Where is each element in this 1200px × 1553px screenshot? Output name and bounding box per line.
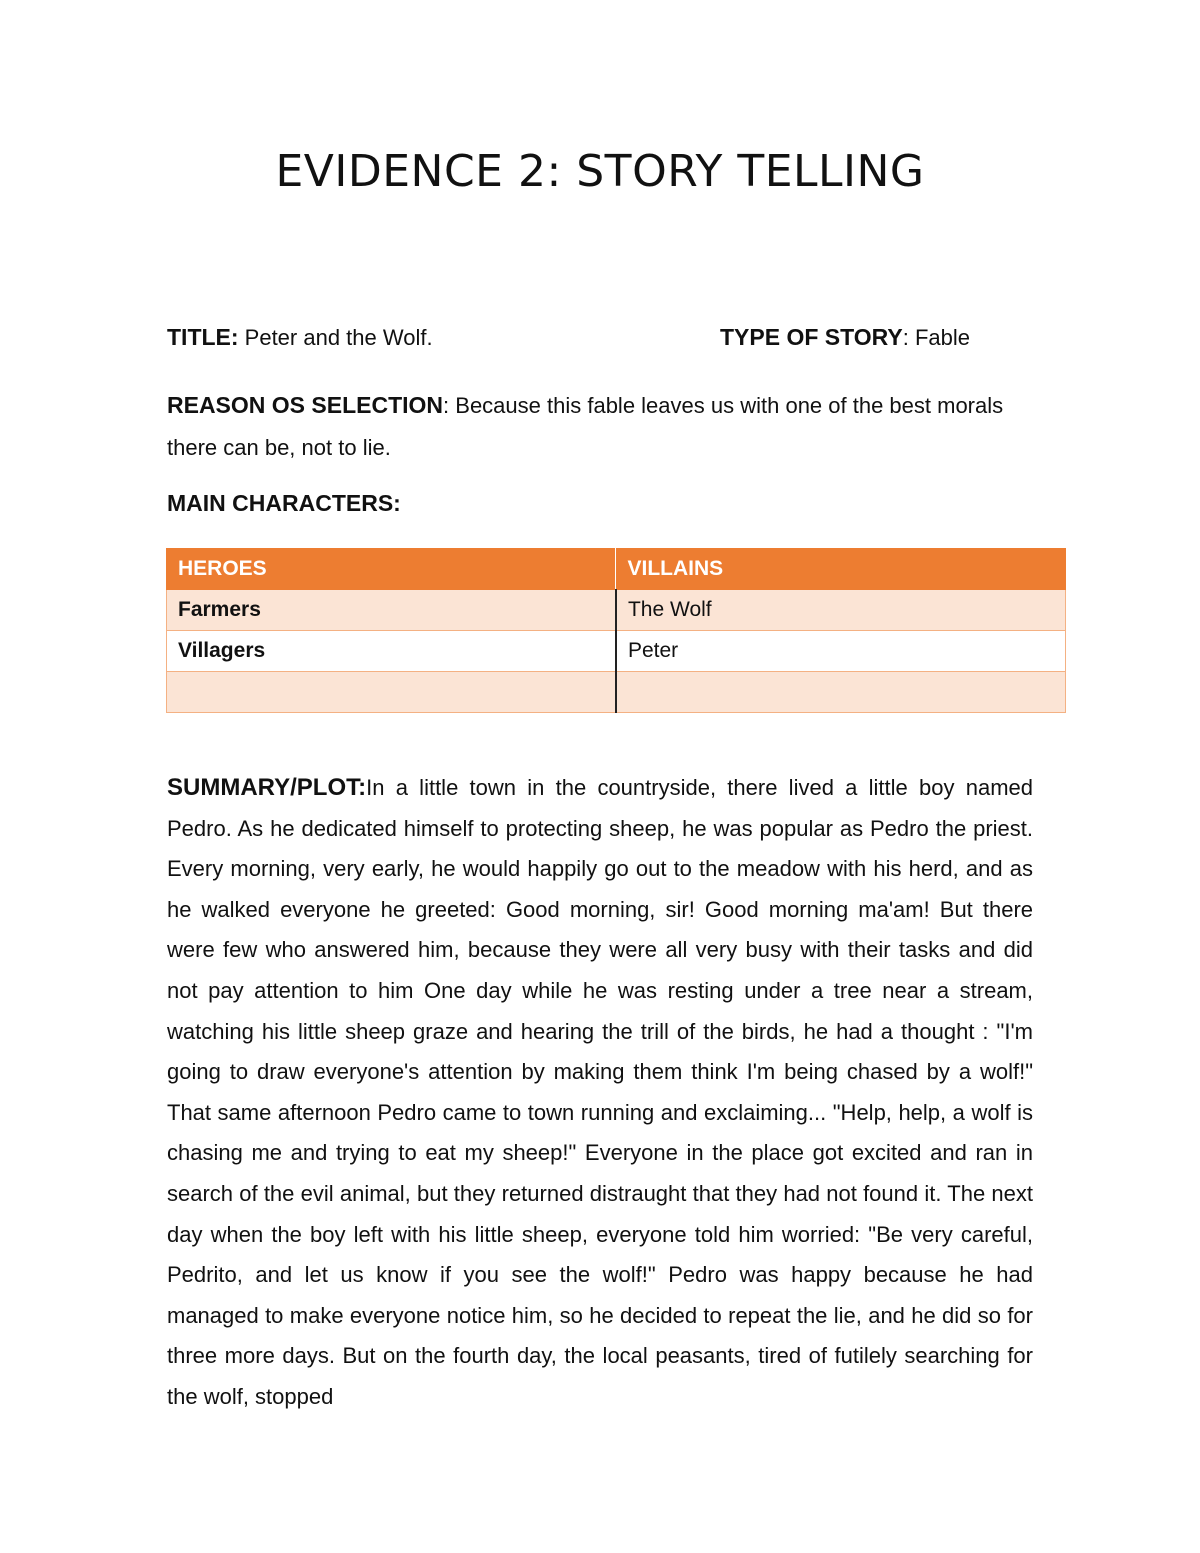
table-row — [167, 631, 1066, 672]
title-label: TITLE: — [167, 324, 239, 350]
main-characters-heading: MAIN CHARACTERS: — [167, 490, 401, 516]
villain-cell: Peter — [616, 631, 1066, 672]
document-title: EVIDENCE 2: STORY TELLING — [275, 146, 925, 197]
villain-cell: The Wolf — [616, 590, 1066, 631]
table-header-row — [167, 549, 1066, 590]
summary-plot-field — [167, 768, 1033, 1418]
table-row — [167, 672, 1066, 713]
header-heroes: HEROES — [167, 549, 616, 590]
type-of-story-label: TYPE OF STORY — [720, 324, 903, 350]
title-field — [167, 322, 433, 353]
hero-cell: Villagers — [167, 631, 616, 672]
type-of-story-field — [720, 322, 970, 353]
characters-table — [166, 548, 1066, 713]
summary-text: In a little town in the countryside, there lived a little boy named Pedro. As he dedicated himself to protecting sheep, he was popular as Pedro the priest. Every morning, very early, he would happily go out to the meadow with his herd, and as he walked everyone he greeted: Good morning, sir! Good morning ma'am! But there were few who answered him, because they were all very busy with their tasks and did not pay attention to him One day while he was resting under a tree near a stream, watching his little sheep graze and hearing the trill of the birds, he had a thought : "I'm going to draw everyone's attention by making them think I'm being chased by a wolf!" That same afternoon Pedro came to town running and exclaiming... "Help, help, a wolf is chasing me and trying to eat my sheep!" Everyone in the place got excited and ran in search of the evil animal, but they returned distraught that they had not found it. The next day when the boy left with his little sheep, everyone told him worried: "Be very careful, Pedrito, and let us know if you see the wolf!" Pedro was happy because he had managed to make everyone notice him, so he decided to repeat the lie, and he did so for three more days. But on the fourth day, the local peasants, tired of futilely searching for the wolf, stopped — [167, 775, 1033, 1409]
summary-label: SUMMARY/PLOT: — [167, 774, 367, 801]
header-villains: VILLAINS — [616, 549, 1066, 590]
reason-value: : Because this fable leaves us with one of the best morals there can be, not to lie. — [167, 393, 1004, 460]
reason-label: REASON OS SELECTION — [167, 392, 444, 418]
type-of-story-value: : Fable — [902, 325, 971, 350]
hero-cell — [167, 672, 616, 713]
hero-cell: Farmers — [167, 590, 616, 631]
villain-cell — [616, 672, 1066, 713]
reason-of-selection-field — [167, 384, 1047, 469]
title-value: Peter and the Wolf. — [238, 325, 433, 350]
table-row — [167, 590, 1066, 631]
